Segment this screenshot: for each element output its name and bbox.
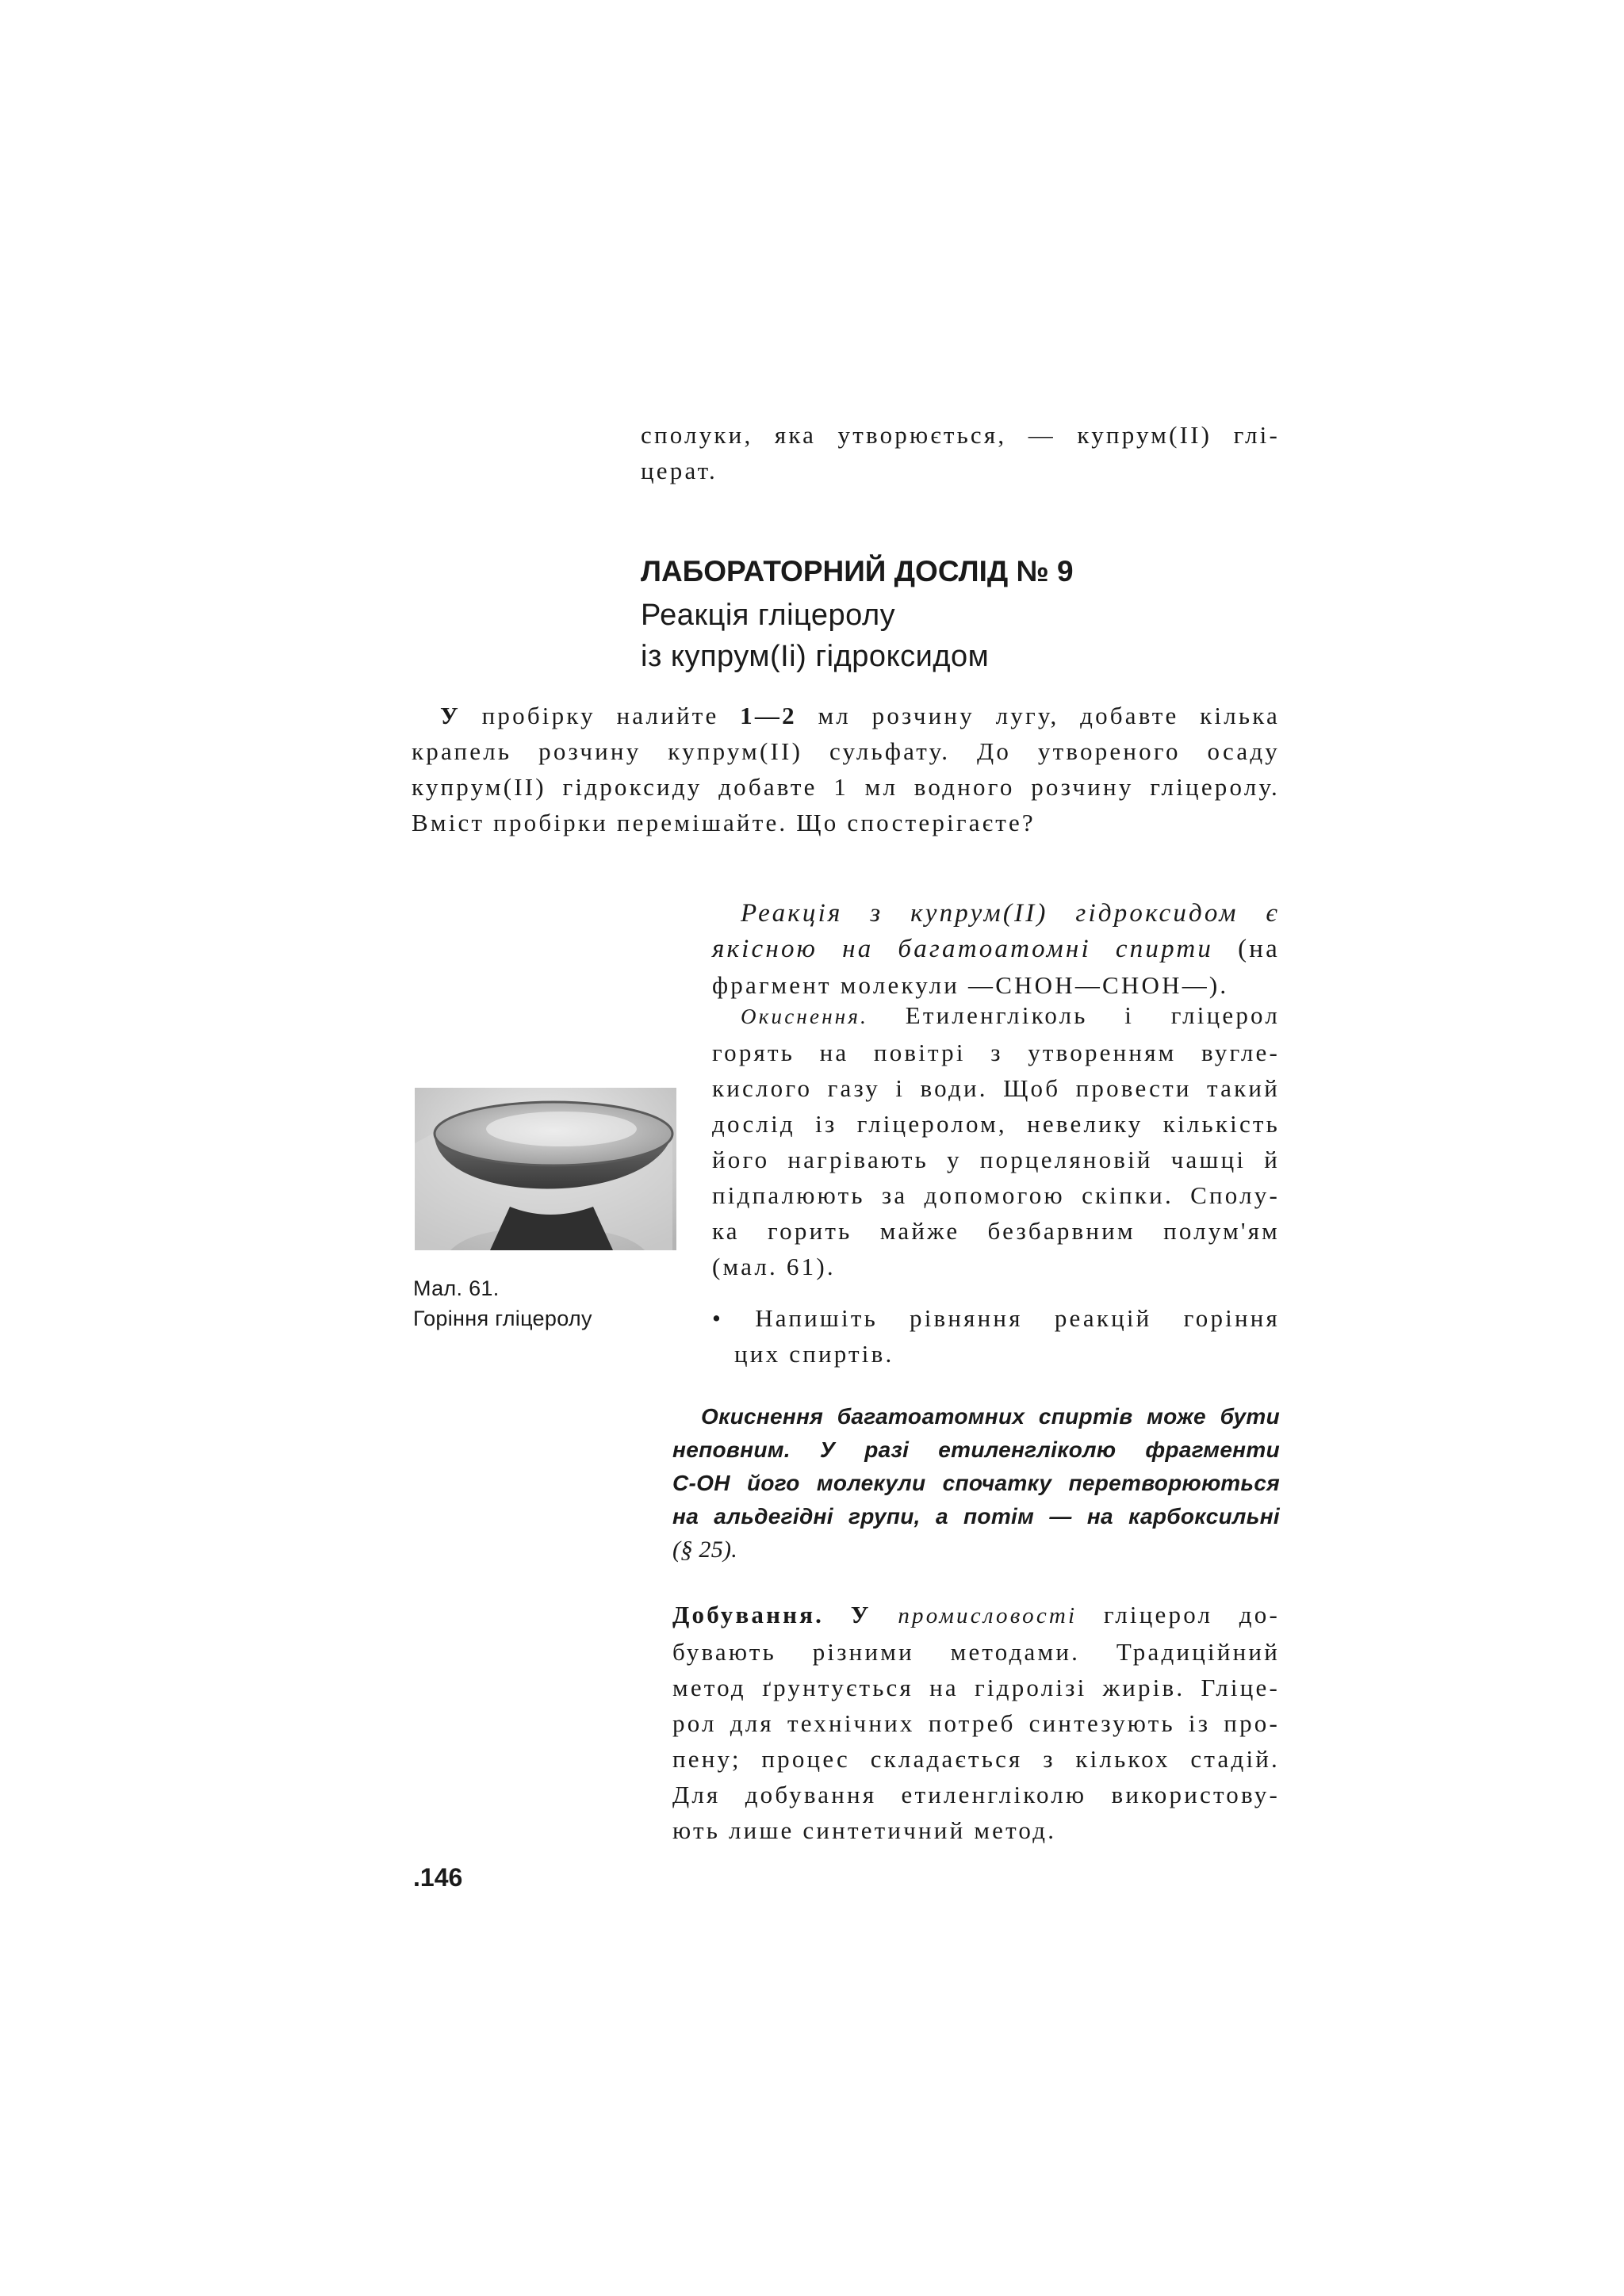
oxidation-line: горять на повітрі з утворенням вугле-: [712, 1039, 1280, 1066]
intro-line: церат.: [641, 457, 718, 484]
oxidation-line: його нагрівають у порцеляновій чашці й: [712, 1146, 1280, 1173]
note-line: на альдегідні групи, а потім — на карбоксильні: [672, 1504, 1280, 1529]
oxidation-text: Етиленгліколь і гліцерол: [868, 1001, 1280, 1029]
lab-instructions: [412, 698, 1280, 840]
page-number: .146: [413, 1863, 463, 1892]
instructions-amount: 1—2: [740, 702, 797, 729]
oxidation-line: (мал. 61).: [712, 1253, 836, 1280]
figure-caption: [413, 1273, 592, 1334]
oxidation-line: ка горить майже безбарвним полум'ям: [712, 1217, 1280, 1245]
oxidation-line: кислого газу і води. Щоб провести такий: [712, 1074, 1280, 1102]
task-line: цих спиртів.: [734, 1340, 894, 1368]
production-line: рол для технічних потреб синтезують із про-: [672, 1709, 1280, 1737]
production-line: бувають різними методами. Традиційний: [672, 1638, 1280, 1666]
qualitative-line: [712, 896, 1280, 932]
figure-caption-line: Горіння гліцеролу: [413, 1307, 592, 1330]
lab-subtitle-line: із купрум(Іі) гідроксидом: [641, 640, 990, 673]
production-paragraph: [672, 1597, 1280, 1848]
qualitative-italic: Реакція з купрум(II) гідроксидом є: [741, 899, 1280, 928]
note-line: Окиснення багатоатомних спиртів може бути: [701, 1404, 1280, 1429]
note-block: [672, 1400, 1280, 1567]
note-line: (§ 25).: [672, 1536, 738, 1563]
production-line: пену; процес складається з кількох стадій.: [672, 1745, 1280, 1773]
task-line: [712, 1300, 1280, 1336]
production-line: [672, 1597, 1280, 1634]
glycerol-burning-photo: [415, 1088, 676, 1250]
instructions-line: [412, 698, 1280, 733]
production-text: гліцерол до-: [1077, 1601, 1280, 1628]
task-text: Напишіть рівняння реакцій горіння: [755, 1304, 1281, 1332]
instructions-word: У: [440, 702, 461, 729]
task-paragraph: [712, 1300, 1280, 1372]
qualitative-text: (на: [1213, 935, 1280, 963]
production-line: метод ґрунтується на гідролізі жирів. Гліце-: [672, 1674, 1280, 1701]
oxidation-term: Окиснення.: [741, 1004, 869, 1028]
oxidation-line: [712, 997, 1280, 1035]
oxidation-line: дослід із гліцеролом, невелику кількість: [712, 1110, 1280, 1138]
production-line: ють лише синтетичний метод.: [672, 1816, 1057, 1844]
instructions-line: крапель розчину купрум(II) сульфату. До утвореного осаду: [412, 737, 1280, 765]
figure-caption-line: Мал. 61.: [413, 1276, 500, 1300]
qualitative-italic: якісною на багатоатомні спирти: [712, 935, 1214, 963]
instructions-line: Вміст пробірки перемішайте. Що спостерігаєте?: [412, 809, 1036, 836]
instructions-text: мл розчину лугу, добавте кілька: [796, 702, 1280, 729]
production-term: Добування.: [672, 1601, 825, 1628]
production-italic: промисловості: [898, 1603, 1078, 1628]
note-line: С-ОН його молекули спочатку перетворюються: [672, 1471, 1280, 1495]
intro-paragraph: [641, 417, 1280, 488]
qualitative-line: [712, 932, 1280, 967]
qualitative-line: фрагмент молекули —CHOH—CHOH—).: [712, 971, 1229, 999]
intro-line: сполуки, яка утворюється, — купрум(II) глі-: [641, 421, 1280, 449]
production-line: Для добування етиленгліколю використову-: [672, 1781, 1280, 1808]
production-text: У: [824, 1601, 898, 1628]
lab-subtitle: [641, 595, 989, 677]
lab-subtitle-line: Реакція гліцеролу: [641, 599, 896, 632]
bullet-icon: •: [712, 1304, 724, 1332]
oxidation-line: підпалюють за допомогою скіпки. Сполу-: [712, 1181, 1280, 1209]
qualitative-paragraph: [712, 896, 1280, 1003]
note-line: неповним. У разі етиленгліколю фрагменти: [672, 1437, 1280, 1462]
instructions-line: купрум(II) гідроксиду добавте 1 мл водного розчину гліцеролу.: [412, 773, 1280, 801]
instructions-text: пробірку налийте: [460, 702, 741, 729]
lab-heading: ЛАБОРАТОРНИЙ ДОСЛІД № 9: [641, 555, 1074, 587]
oxidation-paragraph: [712, 997, 1280, 1284]
